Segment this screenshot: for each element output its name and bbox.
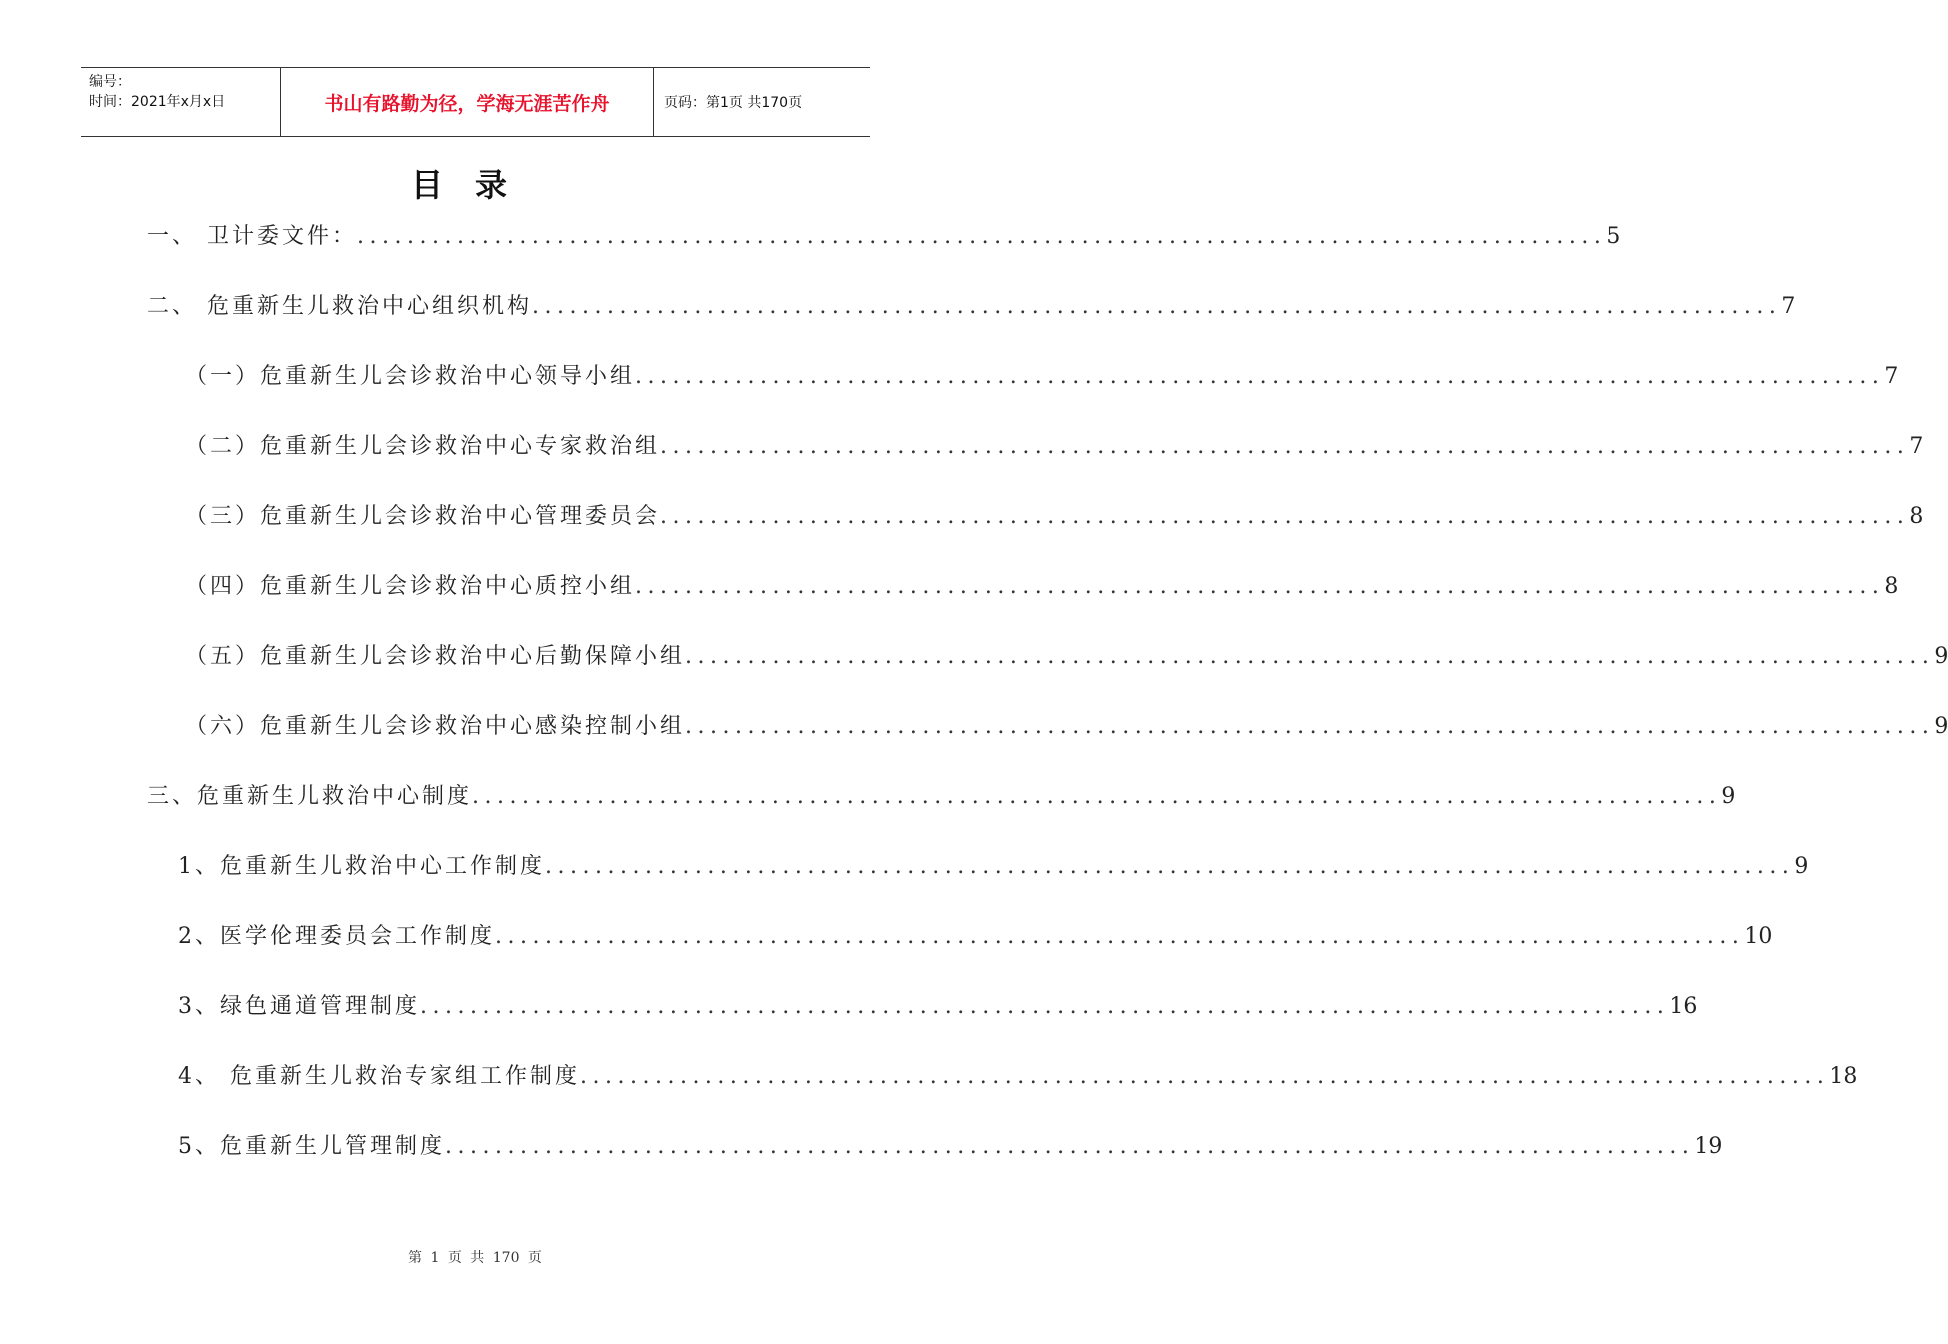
toc-entry-text: 一、 卫计委文件： [147, 224, 357, 249]
toc-leader-dots: .................................................................................................... [445, 1134, 1695, 1159]
toc-page-number: 7 [1884, 364, 1899, 389]
toc-entry-text: 4、 危重新生儿救治专家组工作制度 [178, 1064, 580, 1089]
toc-row[interactable] [185, 572, 1899, 602]
toc-entry-text: （四）危重新生儿会诊救治中心质控小组 [185, 574, 636, 599]
toc-entry-text: （三）危重新生儿会诊救治中心管理委员会 [185, 504, 661, 529]
toc-leader-dots: .................................................................................................... [685, 644, 1935, 669]
toc-leader-dots: .................................................................................................... [580, 1064, 1830, 1089]
toc-leader-dots: .................................................................................................... [357, 224, 1607, 249]
toc-entry-text: 1、危重新生儿救治中心工作制度 [178, 854, 545, 879]
toc-entry-text: 2、医学伦理委员会工作制度 [178, 924, 495, 949]
toc-row[interactable] [185, 502, 1924, 532]
toc-row[interactable] [147, 222, 1621, 252]
toc-row[interactable] [178, 852, 1809, 882]
toc-row[interactable] [178, 1062, 1858, 1092]
toc-row[interactable] [185, 362, 1899, 392]
toc-leader-dots: .................................................................................................... [420, 994, 1670, 1019]
toc-entry-text: （五）危重新生儿会诊救治中心后勤保障小组 [185, 644, 686, 669]
toc-page-number: 19 [1694, 1134, 1723, 1159]
toc-page-number: 8 [1909, 504, 1924, 529]
toc-page-number: 9 [1794, 854, 1809, 879]
toc-page-number: 9 [1721, 784, 1736, 809]
toc-leader-dots: .................................................................................................... [685, 714, 1935, 739]
toc-entry-text: 三、危重新生儿救治中心制度 [147, 784, 473, 809]
toc-row[interactable] [178, 922, 1773, 952]
toc-page-number: 7 [1909, 434, 1924, 459]
toc-page-number: 9 [1934, 714, 1948, 739]
page-header [81, 67, 870, 137]
code-label: 编号： [89, 74, 131, 90]
toc-leader-dots: .................................................................................................... [660, 504, 1910, 529]
toc-leader-dots: .................................................................................................... [495, 924, 1745, 949]
toc-row[interactable] [147, 782, 1736, 812]
toc-row[interactable] [147, 292, 1796, 322]
time-label: 时间：2021年x月x日 [89, 94, 226, 110]
page-title: 目录 [410, 166, 539, 204]
toc-page-number: 16 [1669, 994, 1698, 1019]
toc-row[interactable] [185, 712, 1948, 742]
toc-leader-dots: .................................................................................................... [472, 784, 1722, 809]
toc-row[interactable] [185, 642, 1948, 672]
toc-page-number: 10 [1744, 924, 1773, 949]
toc-leader-dots: .................................................................................................... [545, 854, 1795, 879]
toc-entry-text: （一）危重新生儿会诊救治中心领导小组 [185, 364, 636, 389]
toc-entry-text: 二、 危重新生儿救治中心组织机构 [147, 294, 532, 319]
toc-row[interactable] [185, 432, 1924, 462]
toc-leader-dots: .................................................................................................... [532, 294, 1782, 319]
toc-page-number: 18 [1829, 1064, 1858, 1089]
toc-entry-text: 5、危重新生儿管理制度 [178, 1134, 445, 1159]
toc-row[interactable] [178, 992, 1698, 1022]
toc-row[interactable] [178, 1132, 1723, 1162]
toc-leader-dots: .................................................................................................... [635, 364, 1885, 389]
toc-page-number: 7 [1781, 294, 1796, 319]
header-page-info: 页码：第1页 共170页 [664, 95, 803, 111]
toc-entry-text: （二）危重新生儿会诊救治中心专家救治组 [185, 434, 661, 459]
toc-page-number: 8 [1884, 574, 1899, 599]
toc-page-number: 9 [1934, 644, 1948, 669]
header-slogan: 书山有路勤为径，学海无涯苦作舟 [281, 68, 654, 136]
page-footer: 第 1 页 共 170 页 [408, 1250, 542, 1266]
toc-entry-text: 3、绿色通道管理制度 [178, 994, 420, 1019]
toc-leader-dots: .................................................................................................... [635, 574, 1885, 599]
toc-entry-text: （六）危重新生儿会诊救治中心感染控制小组 [185, 714, 686, 739]
toc-page-number: 5 [1606, 224, 1621, 249]
toc-leader-dots: .................................................................................................... [660, 434, 1910, 459]
header-meta [81, 68, 281, 136]
